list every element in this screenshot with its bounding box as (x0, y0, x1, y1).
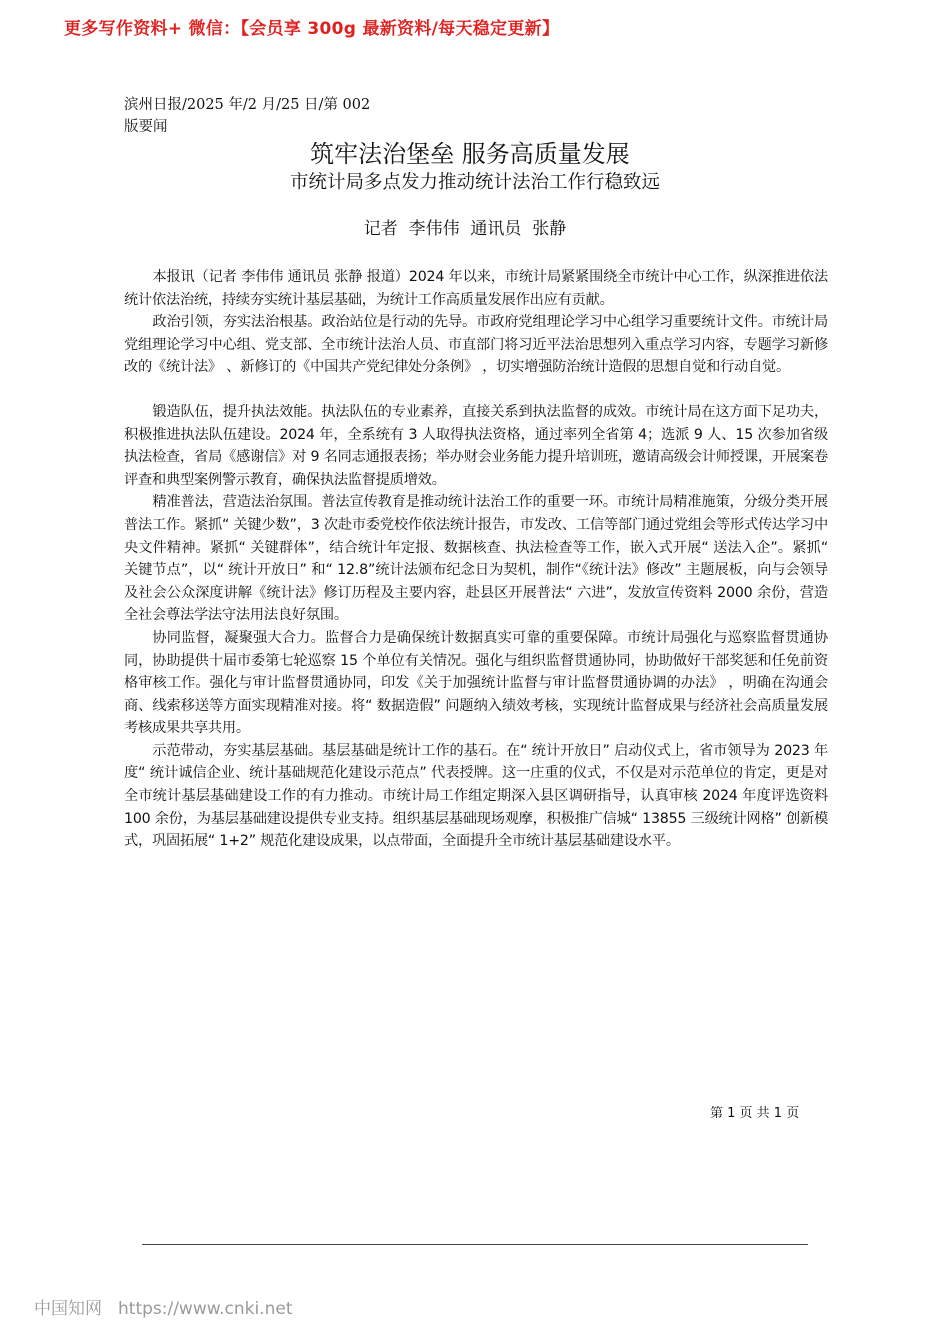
paragraph-demonstration: 示范带动，夯实基层基础。基层基础是统计工作的基石。在“ 统计开放日” 启动仪式上，省市领导为 2023 年度“ 统计诚信企业、统计基础规范化建设示范点” 代表授牌。这一庄重的仪式，不仅是对示范单位的肯定，更是对全市统计基层基础建设工作的有力推动。市统计局工作组定期深入县区调研指导，认真审核 2024 年度评选资料 100 余份，为基层基础建设提供专业支持。组织基层基础现场观摩，积极推广信城“ 13855 三级统计网格” 创新模式，巩固拓展“ 1+2” 规范化建设成果，以点带面，全面提升全市统计基层基础建设水平。 (124, 742, 828, 850)
source-line-1: 滨州日报/2025 年/2 月/25 日/第 002 (124, 97, 371, 113)
source-info (124, 94, 370, 138)
paragraph-supervision: 协同监督，凝聚强大合力。监督合力是确保统计数据真实可靠的重要保障。市统计局强化与巡察监督贯通协同，协助提供十届市委第七轮巡察 15 个单位有关情况。强化与组织监督贯通协同，协助做好干部奖惩和任免前资格审核工作。强化与审计监督贯通协同，印发《关于加强统计监督与审计监督贯通协调的办法》 ，明确在沟通会商、线索移送等方面实现精准对接。将“ 数据造假” 问题纳入绩效考核，实现统计监督成果与经济社会高质量发展考核成果共享共用。 (124, 629, 828, 737)
promo-banner: 更多写作资料+ 微信：【会员享 300g 最新资料/每天稳定更新】 (64, 19, 560, 39)
paragraph-politics: 政治引领，夯实法治根基。政治站位是行动的先导。市政府党组理论学习中心组学习重要统计文件。市统计局党组理论学习中心组、党支部、全市统计法治人员、市直部门将习近平法治思想列入重点学习内容，专题学习新修改的《统计法》 、新修订的《中国共产党纪律处分条例》 ，切实增强防治统计造假的思想自觉和行动自觉。 (124, 314, 828, 376)
footer-divider (142, 1244, 808, 1245)
source-line-2: 版要闻 (124, 119, 168, 135)
byline: 记者 李伟伟 通讯员 张静 (363, 219, 567, 239)
page-number: 第 1 页 共 1 页 (710, 1106, 800, 1121)
article-body (124, 266, 828, 853)
paragraph-lead: 本报讯（记者 李伟伟 通讯员 张静 报道）2024 年以来，市统计局紧紧围绕全市统计中心工作，纵深推进依法统计依法治统，持续夯实统计基层基础，为统计工作高质量发展作出应有贡献。 (124, 269, 828, 308)
paragraph-publicity: 精准普法，营造法治氛围。普法宣传教育是推动统计法治工作的重要一环。市统计局精准施策，分级分类开展普法工作。紧抓“ 关键少数”，3 次赴市委党校作依法统计报告，市发改、工信等部门通过党组会等形式传达学习中央文件精神。紧抓“ 关键群体”，结合统计年定报、数据核查、执法检查等工作，嵌入式开展“ 送法入企”。紧抓“ 关键节点”，以“ 统计开放日” 和“ 12.8”统计法颁布纪念日为契机，制作“《统计法》修改” 主题展板，向与会领导及社会公众深度讲解《统计法》修订历程及主要内容，赴县区开展普法“ 六进”，发放宣传资料 2000 余份，营造全社会尊法学法守法用法良好氛围。 (124, 494, 828, 624)
watermark-url: https://www.cnki.net (118, 1299, 293, 1319)
article-subtitle: 市统计局多点发力推动统计法治工作行稳致远 (289, 172, 660, 193)
article-title: 筑牢法治堡垒 服务高质量发展 (310, 140, 630, 168)
cnki-watermark (34, 1294, 292, 1319)
paragraph-team: 锻造队伍，提升执法效能。执法队伍的专业素养，直接关系到执法监督的成效。市统计局在这方面下足功夫，积极推进执法队伍建设。2024 年，全系统有 3 人取得执法资格，通过率列全省第 4；选派 9 人、15 次参加省级执法检查，省局《感谢信》对 9 名同志通报表扬；举办财会业务能力提升培训班，邀请高级会计师授课，开展案卷评查和典型案例警示教育，确保执法监督提质增效。 (124, 403, 828, 488)
watermark-brand: 中国知网 (34, 1299, 102, 1319)
